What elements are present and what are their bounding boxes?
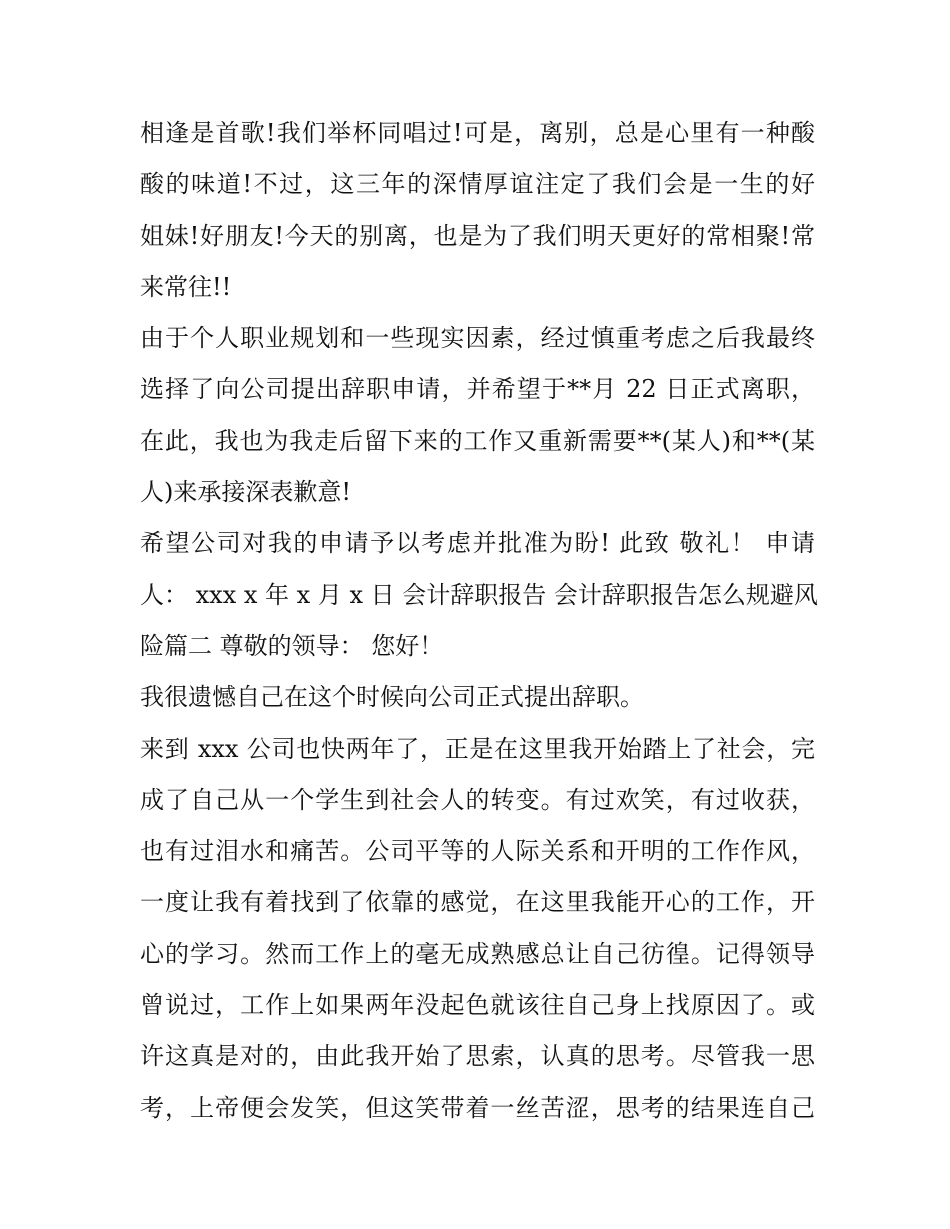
- text-line-16: 一度让我有着找到了依靠的感觉，在这里我能开心的工作，开: [140, 888, 815, 917]
- text-line-19: 许这真是对的，由此我开始了思索，认真的思考。尽管我一思: [140, 1042, 815, 1071]
- text-line-7: 在此，我也为我走后留下来的工作又重新需要**(某人)和**(某: [140, 426, 815, 455]
- text-line-8: 人)来承接深表歉意!: [140, 478, 352, 507]
- text-line-1: 相逢是首歌!我们举杯同唱过!可是，离别，总是心里有一种酸: [140, 119, 815, 147]
- text-line-11: 险篇二 尊敬的领导： 您好！: [140, 631, 444, 660]
- text-line-20: 考，上帝便会发笑，但这笑带着一丝苦涩，思考的结果连自己: [140, 1093, 815, 1122]
- text-line-6: 选择了向公司提出辞职申请，并希望于**月 22 日正式离职，: [140, 375, 815, 404]
- text-line-18: 曾说过，工作上如果两年没起色就该往自己身上找原因了。或: [140, 991, 815, 1020]
- text-line-10: 人： xxx x 年 x 月 x 日 会计辞职报告 会计辞职报告怎么规避风: [140, 580, 818, 609]
- text-line-2: 酸的味道!不过，这三年的深情厚谊注定了我们会是一生的好: [140, 170, 815, 199]
- text-line-3: 姐妹!好朋友!今天的别离，也是为了我们明天更好的常相聚!常: [140, 221, 815, 250]
- text-line-5: 由于个人职业规划和一些现实因素，经过慎重考虑之后我最终: [140, 324, 815, 353]
- text-line-17: 心的学习。然而工作上的毫无成熟感总让自己彷徨。记得领导: [140, 939, 815, 968]
- text-line-14: 成了自己从一个学生到社会人的转变。有过欢笑，有过收获，: [140, 785, 815, 814]
- text-line-4: 来常往!!: [140, 272, 232, 301]
- text-line-12: 我很遗憾自己在这个时候向公司正式提出辞职。: [140, 683, 644, 712]
- document-page: [140, 108, 818, 1134]
- text-line-9: 希望公司对我的申请予以考虑并批准为盼! 此致 敬礼！ 申请: [140, 529, 815, 558]
- text-line-13: 来到 xxx 公司也快两年了，正是在这里我开始踏上了社会，完: [140, 734, 815, 763]
- text-line-15: 也有过泪水和痛苦。公司平等的人际关系和开明的工作作风，: [140, 837, 815, 866]
